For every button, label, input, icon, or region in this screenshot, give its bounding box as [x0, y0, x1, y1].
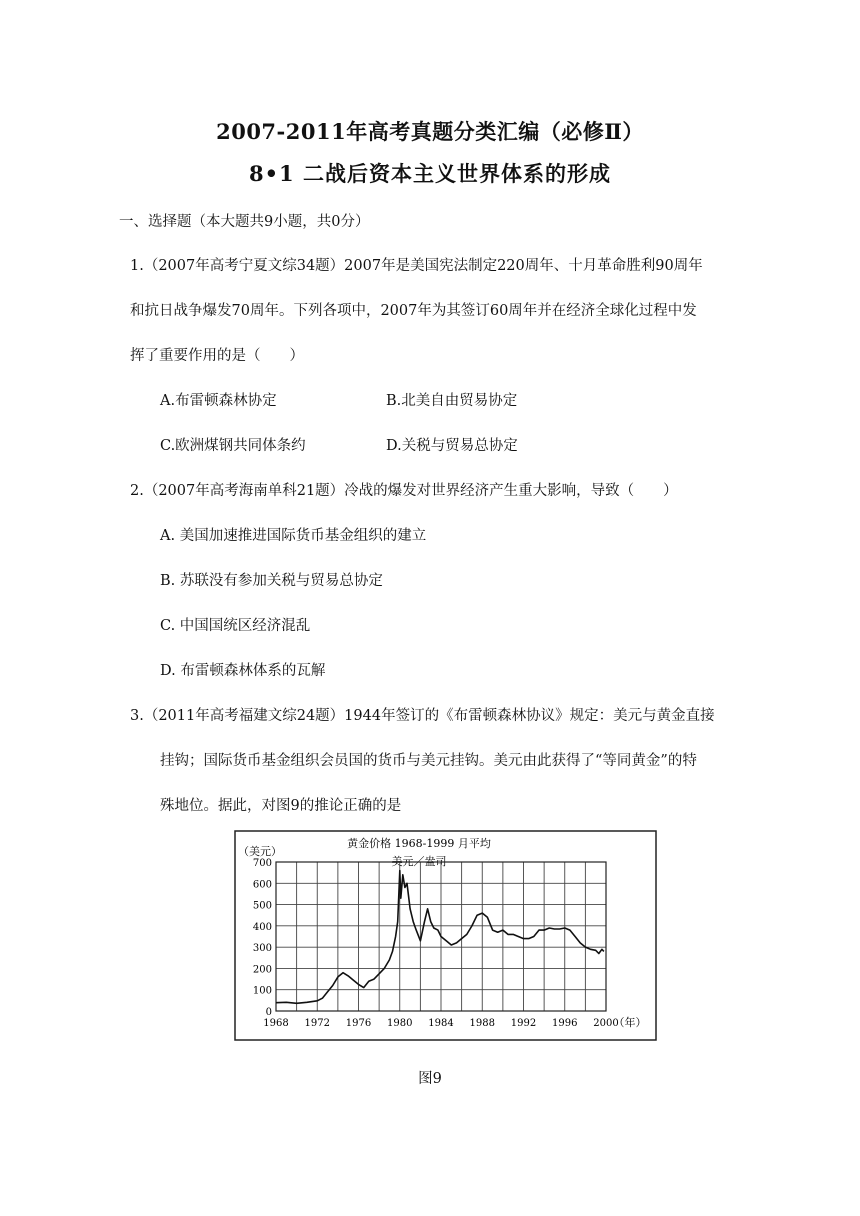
x-tick-label: 1996 — [552, 1018, 578, 1029]
chart-y-axis-label: （美元） — [238, 845, 282, 858]
x-tick-label: 1980 — [387, 1018, 413, 1029]
x-tick-label: 1984 — [428, 1018, 454, 1029]
question-3-line-2: 挂钩；国际货币基金组织会员国的货币与美元挂钩。美元由此获得了“等同黄金”的特 — [160, 753, 697, 769]
question-1-line-1: 1.（2007年高考宁夏文综34题）2007年是美国宪法制定220周年、十月革命胜利90周年 — [130, 258, 703, 274]
x-tick-label: 1968 — [263, 1018, 289, 1029]
question-1-line-3: 挥了重要作用的是（ ） — [130, 348, 304, 364]
x-tick-label: 1988 — [469, 1018, 495, 1029]
y-tick-label: 200 — [252, 964, 272, 976]
question-2-option-c: C. 中国国统区经济混乱 — [160, 618, 311, 634]
y-tick-label: 100 — [252, 985, 272, 997]
document-title: 2007-2011年高考真题分类汇编（必修Ⅱ） — [216, 119, 644, 144]
document-subtitle: 8•1 二战后资本主义世界体系的形成 — [249, 161, 611, 186]
chart-canvas — [234, 830, 657, 1041]
gold-price-chart — [234, 830, 657, 1041]
question-1-line-2: 和抗日战争爆发70周年。下列各项中，2007年为其签订60周年并在经济全球化过程中发 — [130, 303, 697, 319]
question-3-line-1: 3.（2011年高考福建文综24题）1944年签订的《布雷顿森林协议》规定：美元与黄金直接 — [130, 708, 715, 724]
question-2-line-1: 2.（2007年高考海南单科21题）冷战的爆发对世界经济产生重大影响，导致（ ） — [130, 483, 678, 499]
x-tick-label: 1992 — [510, 1018, 537, 1029]
y-tick-label: 0 — [265, 1007, 272, 1018]
question-2-option-a: A. 美国加速推进国际货币基金组织的建立 — [160, 528, 427, 544]
question-1-option-c: C.欧洲煤钢共同体条约 — [160, 438, 306, 454]
x-tick-label: 1976 — [345, 1018, 372, 1029]
y-tick-label: 500 — [252, 900, 272, 912]
question-1-option-d: D.关税与贸易总协定 — [386, 438, 518, 454]
question-2-option-d: D. 布雷顿森林体系的瓦解 — [160, 663, 326, 679]
question-1-option-b: B.北美自由贸易协定 — [386, 393, 518, 409]
chart-subtitle: 美元／盎司 — [391, 855, 447, 868]
question-2-option-b: B. 苏联没有参加关税与贸易总协定 — [160, 573, 383, 589]
y-tick-label: 300 — [252, 943, 272, 955]
x-tick-label: 2000 — [593, 1018, 619, 1029]
x-tick-label: 1972 — [304, 1018, 330, 1029]
chart-title: 黄金价格 1968-1999 月平均 — [347, 837, 491, 850]
chart-x-axis-label: （年） — [613, 1016, 647, 1029]
section-heading: 一、选择题（本大题共9小题，共0分） — [119, 214, 370, 230]
y-tick-label: 600 — [252, 879, 272, 891]
figure-caption: 图9 — [418, 1071, 442, 1087]
y-tick-label: 400 — [252, 921, 272, 933]
y-tick-label: 700 — [252, 858, 272, 869]
question-1-option-a: A.布雷顿森林协定 — [160, 393, 277, 409]
question-3-line-3: 殊地位。据此，对图9的推论正确的是 — [160, 798, 402, 814]
